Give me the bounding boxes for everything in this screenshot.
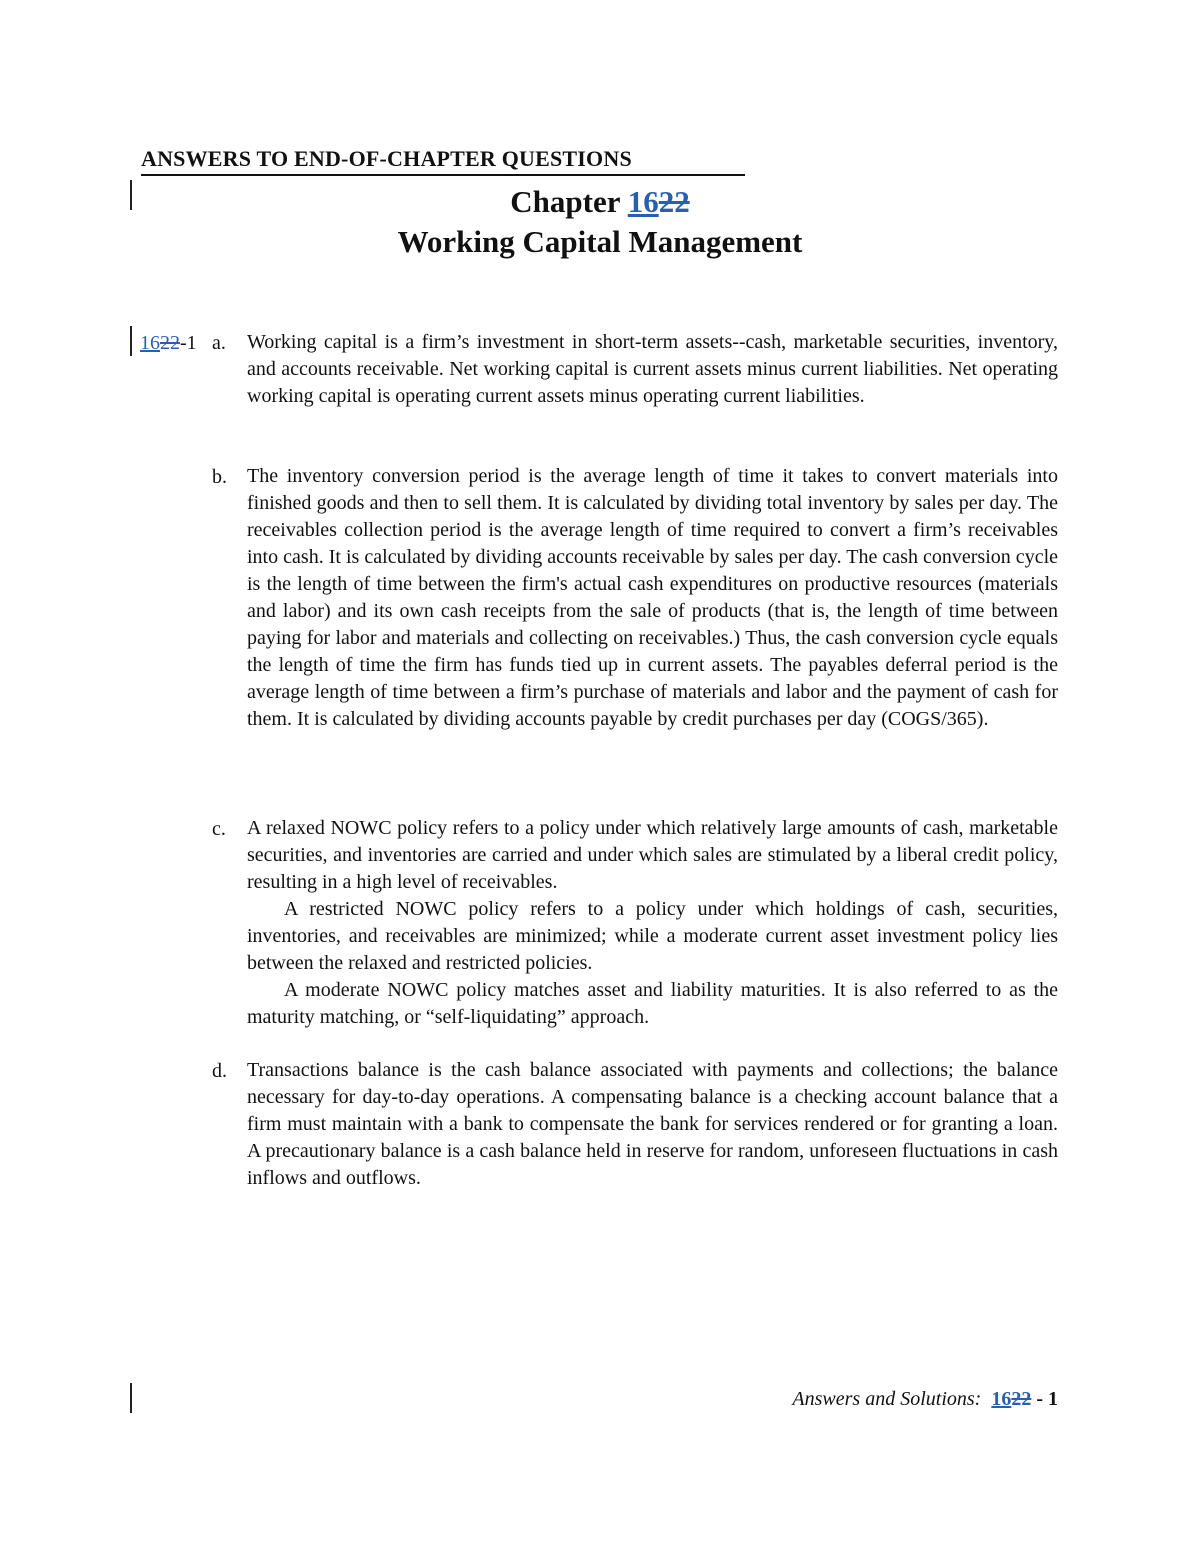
chapter-title	[0, 184, 1200, 220]
paragraph: Working capital is a firm’s investment in short-term assets--cash, marketable securities, inventory, and accounts receivable. Net working capital is current assets minus current liabilities. Net operating working capital is operating current assets minus operating current liabilities.	[247, 331, 1058, 407]
item-letter: a.	[212, 332, 226, 354]
chapter-prefix: Chapter	[510, 184, 628, 219]
change-bar	[130, 326, 132, 356]
footer-number-inserted: 16	[991, 1388, 1012, 1410]
paragraph: A moderate NOWC policy matches asset and liability maturities. It is also referred to as the maturity matching, or “self-liquidating” approach.	[247, 979, 1058, 1028]
footer-number-deleted: 22	[1011, 1388, 1032, 1410]
list-item	[247, 463, 1058, 733]
item-letter: c.	[212, 818, 226, 840]
list-item	[247, 815, 1058, 1031]
question-number-inserted: 16	[140, 332, 160, 354]
paragraph: A restricted NOWC policy refers to a policy under which holdings of cash, securities, inventories, and receivables are minimized; while a moderate current asset investment policy lies between the relaxed and restricted policies.	[247, 898, 1058, 974]
chapter-number-inserted: 16	[627, 184, 659, 219]
paragraph: The inventory conversion period is the average length of time it takes to convert materials into finished goods and then to sell them. It is calculated by dividing total inventory by sales per day. The receivables collection period is the average length of time required to convert a firm’s receivables into cash. It is calculated by dividing accounts receivable by sales per day. The cash conversion cycle is the length of time between the firm's actual cash expenditures on productive resources (materials and labor) and its own cash receipts from the sale of products (that is, the length of time between paying for labor and materials and collecting on receivables.) Thus, the cash conversion cycle equals the length of time the firm has funds tied up in current assets. The payables deferral period is the average length of time between a firm’s purchase of materials and labor and the payment of cash for them. It is calculated by dividing accounts payable by credit purchases per day (COGS/365).	[247, 465, 1058, 730]
question-number	[140, 332, 197, 355]
list-item	[247, 329, 1058, 410]
item-letter: d.	[212, 1060, 227, 1082]
change-bar	[130, 1383, 132, 1413]
chapter-number-deleted: 22	[658, 184, 690, 219]
footer-suffix: - 1	[1031, 1388, 1058, 1410]
section-header: ANSWERS TO END-OF-CHAPTER QUESTIONS	[141, 146, 745, 176]
footer-label: Answers and Solutions:	[792, 1388, 982, 1410]
paragraph: A relaxed NOWC policy refers to a policy under which relatively large amounts of cash, marketable securities, and inventories are carried and under which sales are stimulated by a liberal credit policy, resulting in a high level of receivables.	[247, 817, 1058, 893]
question-number-deleted: 22	[160, 332, 180, 354]
question-number-suffix: -1	[180, 332, 197, 354]
page-footer	[792, 1388, 1058, 1411]
chapter-subtitle: Working Capital Management	[397, 224, 803, 259]
item-letter: b.	[212, 466, 227, 488]
list-item	[247, 1057, 1058, 1192]
paragraph: Transactions balance is the cash balance associated with payments and collections; the balance necessary for day-to-day operations. A compensating balance is a checking account balance that a firm must maintain with a bank to compensate the bank for services rendered or for granting a loan. A precautionary balance is a cash balance held in reserve for random, unforeseen fluctuations in cash inflows and outflows.	[247, 1059, 1058, 1189]
